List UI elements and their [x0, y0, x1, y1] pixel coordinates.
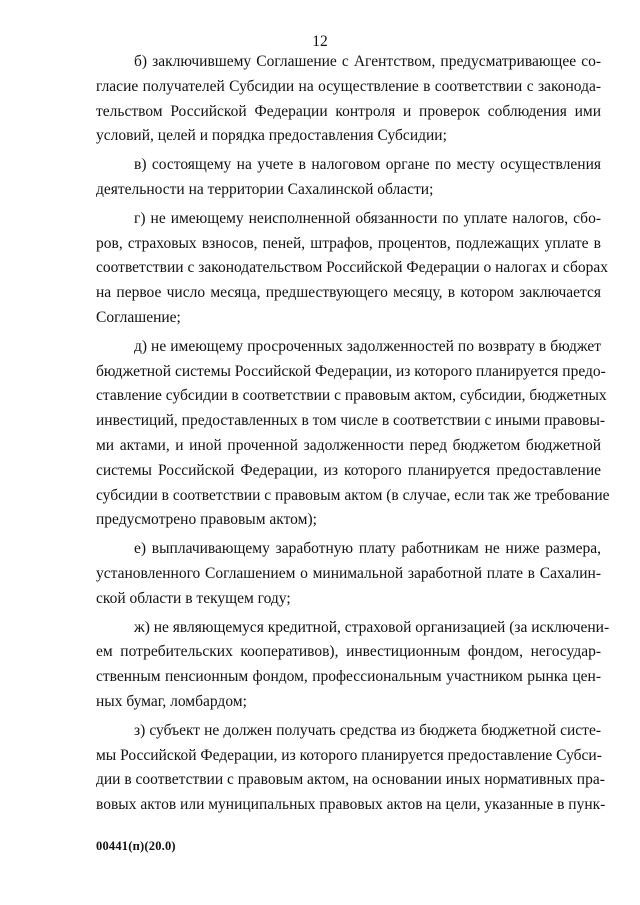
text-line: ров, страховых взносов, пеней, штрафов, процентов, подлежащих уплате в [96, 234, 601, 252]
text-line: з) субъект не должен получать средства из бюджета бюджетной систе- [134, 721, 601, 739]
text-line: в) состоящему на учете в налоговом органе по месту осуществления [134, 156, 601, 174]
text-line: деятельности на территории Сахалинской области; [96, 180, 434, 198]
paragraph [96, 50, 601, 149]
text-line: ственным пенсионным фондом, профессиональным участником рынка цен- [96, 668, 601, 686]
text-line: д) не имеющему просроченных задолженностей по возврату в бюджет [134, 337, 601, 355]
document-body [96, 50, 610, 822]
text-line: дии в соответствии с правовым актом, на основании иных нормативных пра- [96, 771, 605, 789]
text-line: е) выплачивающему заработную плату работникам не ниже размера, [134, 540, 601, 558]
text-line: ской области в текущем году; [96, 589, 291, 607]
text-line: ных бумаг, ломбардом; [96, 692, 247, 710]
text-line: б) заключившему Соглашение с Агентством, предусматривающее со- [134, 53, 601, 70]
text-line: г) не имеющему неисполненной обязанности по уплате налогов, сбо- [134, 209, 601, 227]
text-line: установленного Соглашением о минимальной заработной плате в Сахалин- [96, 564, 601, 582]
text-line: ем потребительских кооперативов), инвестиционным фондом, негосудар- [96, 643, 601, 661]
paragraph [96, 719, 606, 818]
paragraph [96, 153, 601, 203]
text-line: Соглашение; [96, 308, 181, 326]
paragraph [96, 616, 610, 715]
paragraph [96, 207, 609, 331]
paragraph [96, 335, 610, 533]
text-line: тельством Российской Федерации контроля и проверок соблюдения ими [96, 102, 601, 120]
text-line: предусмотрено правовым актом); [96, 511, 317, 529]
text-line: мы Российской Федерации, из которого планируется предоставление Субси- [96, 746, 602, 764]
text-line: инвестиций, предоставленных в том числе в соответствии с иными правовы- [96, 412, 606, 430]
text-line: ми актами, и иной проченной задолженности перед бюджетом бюджетной [96, 436, 601, 454]
text-line: соответствии с законодательством Российской Федерации о налогах и сборах [96, 259, 609, 277]
page-number: 12 [312, 33, 328, 50]
text-line: гласие получателей Субсидии на осуществление в соответствии с законода- [96, 77, 601, 95]
text-line: условий, целей и порядка предоставления Субсидии; [96, 127, 447, 145]
text-line: субсидии в соответствии с правовым актом (в случае, если так же требование [96, 486, 610, 504]
text-line: бюджетной системы Российской Федерации, из которого планируется предо- [96, 362, 606, 380]
paragraph [96, 537, 601, 611]
text-line: ставление субсидии в соответствии с правовым актом, субсидии, бюджетных [96, 387, 607, 405]
text-line: на первое число месяца, предшествующего месяцу, в котором заключается [96, 284, 601, 302]
document-code: 00441(п)(20.0) [96, 839, 176, 853]
text-line: системы Российской Федерации, из которого планируется предоставление [96, 461, 601, 479]
text-line: ж) не являющемуся кредитной, страховой организацией (за исключени- [134, 618, 610, 636]
text-line: вовых актов или муниципальных правовых актов на цели, указанные в пунк- [96, 796, 606, 814]
